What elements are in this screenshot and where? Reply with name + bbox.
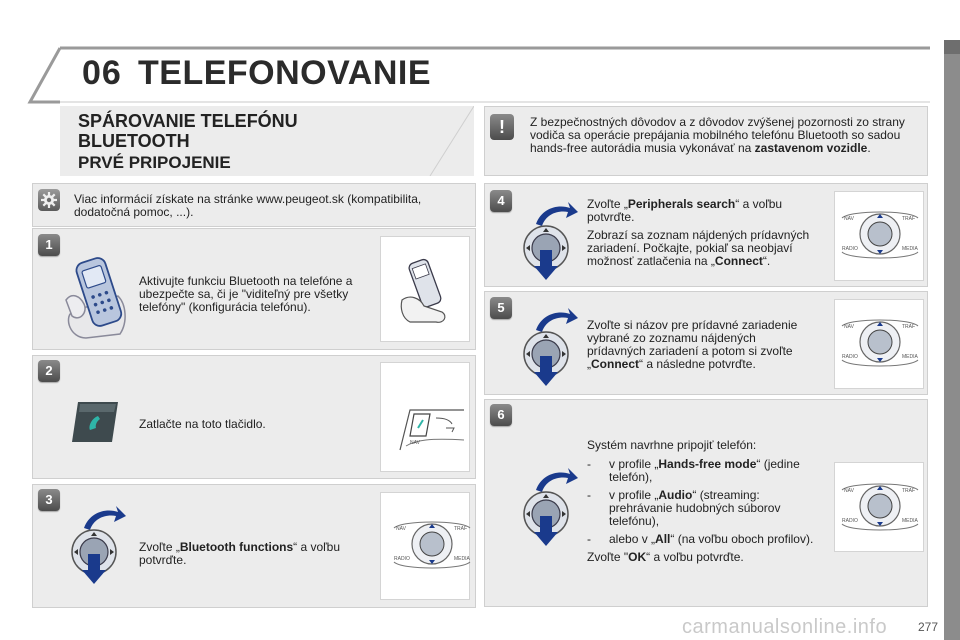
step-4-badge: 4	[490, 190, 512, 212]
chapter-number: 06	[82, 54, 122, 92]
control-knob-panel-illustration	[840, 308, 920, 379]
svg-text:TRAF: TRAF	[902, 324, 916, 330]
svg-text:MEDIA: MEDIA	[902, 354, 918, 360]
page-number: 277	[918, 620, 939, 634]
svg-text:NAV: NAV	[844, 216, 854, 222]
phone-button-icon	[70, 400, 120, 449]
info-text: Viac informácií získate na stránke www.peugeot.sk (kompatibilita, dodatočná pomoc, ...).	[74, 192, 422, 219]
page-edge-tab	[944, 40, 960, 640]
exclamation-icon: !	[490, 114, 514, 140]
svg-text:RADIO: RADIO	[842, 354, 858, 360]
svg-text:RADIO: RADIO	[394, 556, 410, 562]
gear-icon	[38, 189, 60, 211]
step-1-text: Aktivujte funkciu Bluetooth na telefóne a ubezpečte sa, či je "viditeľný pre všetky telefóny" (konfigurácia telefónu).	[139, 274, 353, 314]
radio-panel-illustration	[396, 400, 468, 463]
step-1-badge: 1	[38, 234, 60, 256]
page-edge-tab-tip	[944, 40, 960, 54]
phone-in-hand-illustration	[62, 252, 138, 347]
step-5-badge: 5	[490, 297, 512, 319]
step-2-badge: 2	[38, 360, 60, 382]
rotary-knob-icon	[518, 198, 580, 285]
step-4-text: Zvoľte „Peripherals search“ a voľbu potvrďte. Zobrazí sa zoznam nájdených prídavných zariadení. Počkajte, pokiaľ sa neobjaví možnosť zatlačenia na „Connect“.	[587, 197, 810, 268]
section-title-line2: BLUETOOTH	[78, 131, 190, 151]
section-subtitle: PRVÉ PRIPOJENIE	[78, 153, 231, 172]
svg-text:TRAF: TRAF	[454, 526, 468, 532]
control-knob-panel-illustration	[840, 472, 920, 543]
warning-text: Z bezpečnostných dôvodov a z dôvodov zvýšenej pozornosti zo strany vodiča sa operácie prepájania mobilného telefónu Bluetooth so sadou hands-free autorádia musia vykonávať na zastavenom vozidle.	[530, 115, 905, 155]
chapter-title: TELEFONOVANIE	[138, 54, 431, 92]
svg-text:NAV: NAV	[396, 526, 406, 532]
step-5-text: Zvoľte si názov pre prídavné zariadenie vybrané zo zoznamu nájdených prídavných zariadení a potom si zvoľte „Connect“ a následne potvrďte.	[587, 318, 798, 371]
control-knob-panel-illustration	[392, 510, 472, 581]
step-3-text: Zvoľte „Bluetooth functions“ a voľbu potvrďte.	[139, 540, 341, 567]
svg-text:RADIO: RADIO	[842, 518, 858, 524]
step-2-text: Zatlačte na toto tlačidlo.	[139, 417, 266, 431]
rotary-knob-icon	[518, 304, 580, 391]
svg-text:NAV: NAV	[844, 488, 854, 494]
svg-text:MEDIA: MEDIA	[902, 518, 918, 524]
svg-text:TRAF: TRAF	[902, 216, 916, 222]
rotary-knob-icon	[66, 502, 128, 589]
svg-text:NAV: NAV	[844, 324, 854, 330]
control-knob-panel-illustration	[840, 200, 920, 271]
svg-text:TRAF: TRAF	[902, 488, 916, 494]
svg-text:RADIO: RADIO	[842, 246, 858, 252]
step-3-badge: 3	[38, 489, 60, 511]
svg-text:NAV: NAV	[410, 440, 420, 446]
section-title-line1: SPÁROVANIE TELEFÓNU	[78, 111, 298, 131]
rotary-knob-icon	[518, 464, 580, 551]
phone-small-illustration	[398, 256, 456, 333]
svg-text:MEDIA: MEDIA	[902, 246, 918, 252]
step-6-badge: 6	[490, 404, 512, 426]
step-6-text: Systém navrhne pripojiť telefón: - v profile „Hands-free mode“ (jedine telefón), - v profile „Audio“ (streaming: prehrávanie hudobných súborov telefónu), - alebo v „All“ (na voľbu oboch profilov). Zvoľte "OK“ a voľbu potvrďte.	[587, 438, 814, 564]
svg-text:MEDIA: MEDIA	[454, 556, 470, 562]
footer-watermark-url: carmanualsonline.info	[682, 616, 888, 638]
